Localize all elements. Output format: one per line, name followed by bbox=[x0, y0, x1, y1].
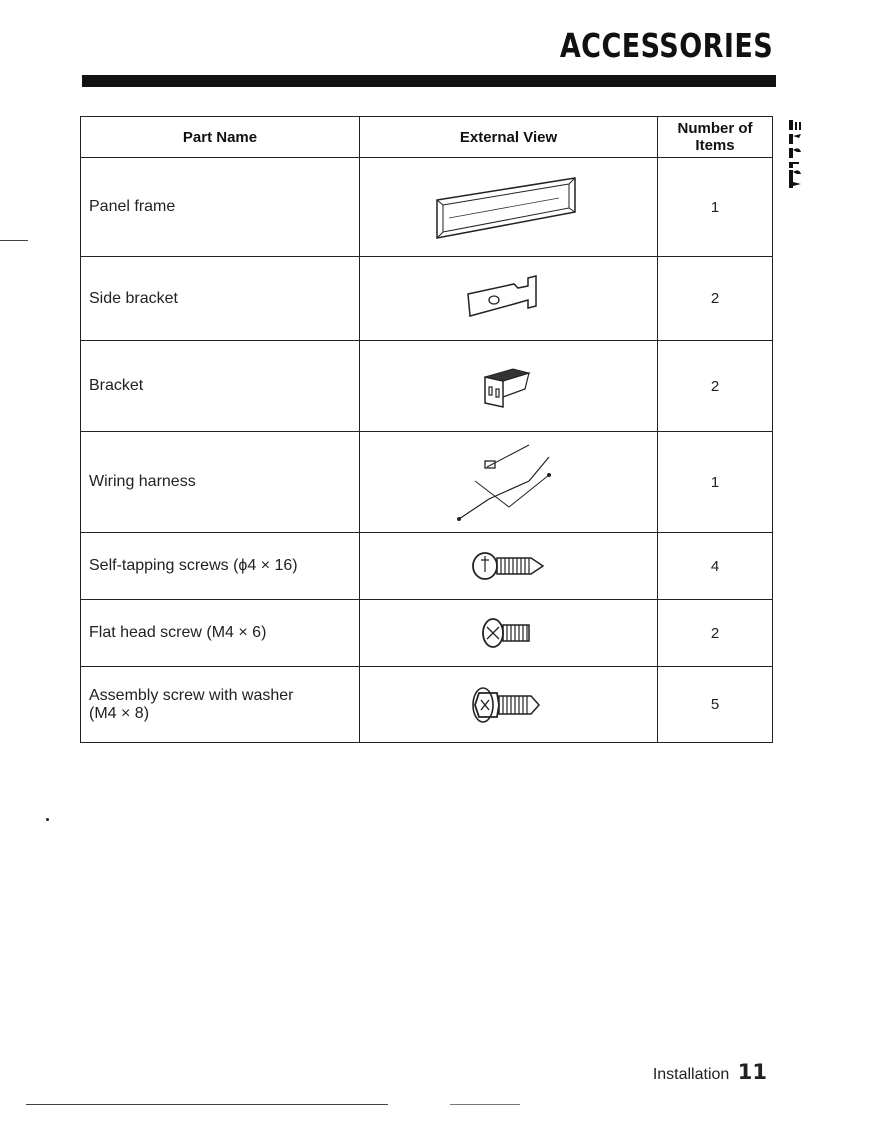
margin-dot bbox=[46, 818, 49, 821]
external-view-cell bbox=[360, 341, 658, 432]
part-name-line1: Assembly screw with washer bbox=[89, 686, 294, 704]
flat-head-screw-icon bbox=[479, 613, 539, 653]
item-count-cell: 4 bbox=[658, 533, 773, 600]
item-count-cell: 2 bbox=[658, 257, 773, 341]
self-tapping-screw-icon bbox=[469, 546, 549, 586]
header-number-of-items bbox=[658, 117, 773, 158]
item-count-cell: 2 bbox=[658, 341, 773, 432]
part-name-cell: Bracket bbox=[81, 341, 360, 432]
table-header-row bbox=[81, 117, 773, 158]
table-row bbox=[81, 533, 773, 600]
item-count-cell: 1 bbox=[658, 432, 773, 533]
page-title: ACCESSORIES bbox=[559, 26, 773, 65]
title-rule bbox=[82, 75, 776, 87]
margin-tick bbox=[0, 240, 28, 241]
item-count-cell: 5 bbox=[658, 667, 773, 743]
item-count-cell: 2 bbox=[658, 600, 773, 667]
page-footer bbox=[653, 1060, 767, 1084]
header-number-line1: Number of bbox=[677, 120, 753, 137]
assembly-screw-icon bbox=[469, 683, 549, 727]
header-external-view: External View bbox=[360, 117, 658, 158]
footer-rule-short bbox=[450, 1104, 520, 1105]
header-part-name: Part Name bbox=[81, 117, 360, 158]
table-row bbox=[81, 600, 773, 667]
external-view-cell bbox=[360, 667, 658, 743]
part-name-cell: Flat head screw (M4 × 6) bbox=[81, 600, 360, 667]
part-name-cell: Self-tapping screws (ϕ4 × 16) bbox=[81, 533, 360, 600]
table-row bbox=[81, 432, 773, 533]
external-view-cell bbox=[360, 600, 658, 667]
part-name-cell: Wiring harness bbox=[81, 432, 360, 533]
external-view-cell bbox=[360, 432, 658, 533]
panel-frame-icon bbox=[429, 172, 589, 242]
external-view-cell bbox=[360, 158, 658, 257]
footer-section: Installation bbox=[652, 1066, 730, 1083]
table-row bbox=[81, 667, 773, 743]
accessories-table bbox=[80, 116, 773, 743]
part-name-cell: Side bracket bbox=[81, 257, 360, 341]
side-bracket-icon bbox=[464, 274, 554, 324]
table-row bbox=[81, 158, 773, 257]
wiring-harness-icon bbox=[449, 437, 569, 527]
table-row bbox=[81, 257, 773, 341]
item-count-cell: 1 bbox=[658, 158, 773, 257]
part-name-cell: Panel frame bbox=[81, 158, 360, 257]
table-row bbox=[81, 341, 773, 432]
part-name-cell bbox=[81, 667, 360, 743]
header-number-line2: Items bbox=[695, 137, 735, 154]
external-view-cell bbox=[360, 257, 658, 341]
footer-rule bbox=[26, 1104, 388, 1105]
page-number: 11 bbox=[737, 1060, 767, 1084]
part-name-line2: (M4 × 8) bbox=[89, 704, 150, 722]
external-view-cell bbox=[360, 533, 658, 600]
edge-index-marks bbox=[787, 118, 809, 193]
bracket-icon bbox=[479, 361, 539, 411]
